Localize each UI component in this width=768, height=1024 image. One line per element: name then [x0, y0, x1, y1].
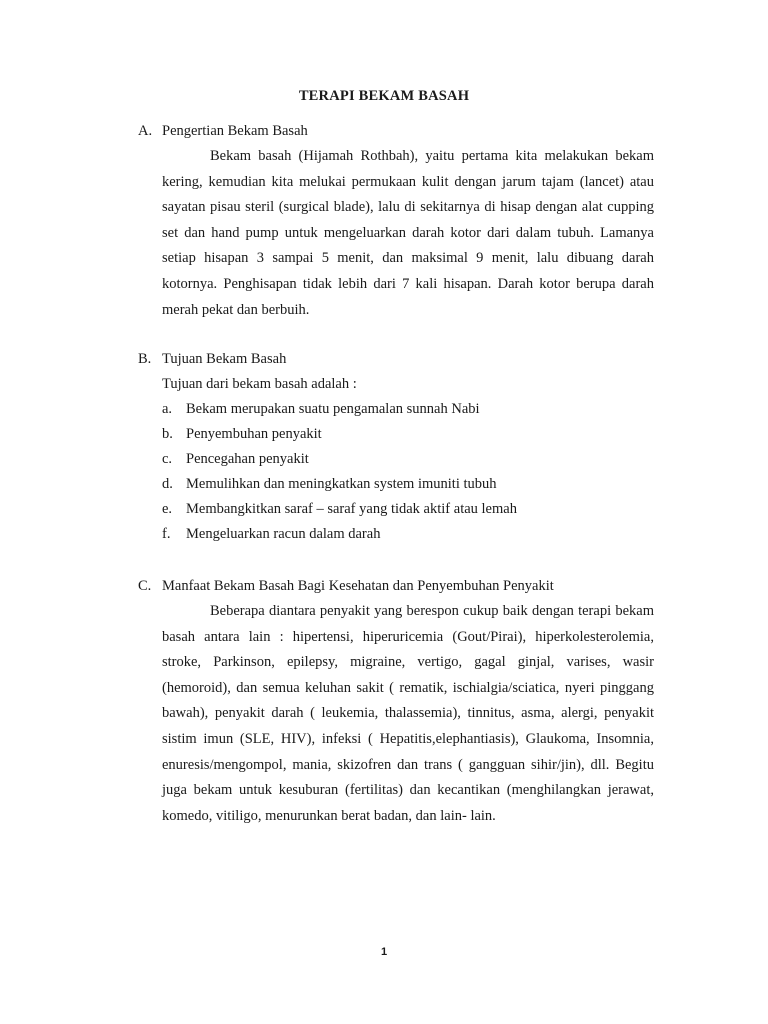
- document-title: TERAPI BEKAM BASAH: [298, 88, 470, 104]
- section-paragraph: Beberapa diantara penyakit yang berespon cukup baik dengan terapi bekam basah antara lain : hipertensi, hiperuricemia (Gout/Pirai), hiperkolesterolemia, stroke, Parkinson, epilepsy, migraine, vertigo, gagal ginjal, varises, wasir (hemoroid), dan semua keluhan sakit ( rematik, ischialgia/sciatica, nyeri pinggang bawah), penyakit darah ( leukemia, thalassemia), tinnitus, asma, alergi, penyakit sistim imun (SLE, HIV), infeksi ( Hepatitis,elephantiasis), Glaukoma, Insomnia, enuresis/mengompol, mania, skizofren dan trans ( gangguan sihir/jin), dll. Begitu juga bekam untuk kesuburan (fertilitas) dan kecantikan (menghilangkan jerawat, komedo, vitiligo, menurunkan berat badan, dan lain- lain.: [162, 603, 654, 824]
- section-manfaat: [138, 574, 654, 829]
- list-item: [162, 422, 654, 447]
- list-item-text: Membangkitkan saraf – saraf yang tidak aktif atau lemah: [186, 501, 517, 517]
- list-item: [162, 447, 654, 472]
- list-item-letter: b.: [162, 426, 173, 442]
- list-item: [162, 397, 654, 422]
- list-item-text: Mengeluarkan racun dalam darah: [186, 526, 381, 542]
- section-heading: [138, 574, 654, 599]
- list-item-text: Bekam merupakan suatu pengamalan sunnah Nabi: [186, 401, 480, 417]
- section-heading: [138, 347, 654, 372]
- page-number: 1: [380, 946, 388, 958]
- list-item-letter: e.: [162, 501, 173, 517]
- list-item-letter: c.: [162, 451, 173, 467]
- list-item: [162, 522, 654, 547]
- section-heading-text: Pengertian Bekam Basah: [162, 123, 308, 139]
- section-pengertian: [138, 119, 654, 323]
- list-item-letter: f.: [162, 526, 171, 542]
- section-paragraph: Bekam basah (Hijamah Rothbah), yaitu pertama kita melakukan bekam kering, kemudian kita melukai permukaan kulit dengan jarum tajam (lancet) atau sayatan pisau steril (surgical blade), lalu di sekitarnya di hisap dengan alat cupping set dan hand pump untuk mengeluarkan darah kotor dari dalam tubuh. Lamanya setiap hisapan 3 sampai 5 menit, dan maksimal 9 menit, lalu dibuang darah kotornya. Penghisapan tidak lebih dari 7 kali hisapan. Darah kotor berupa darah merah pekat dan berbuih.: [162, 148, 654, 318]
- section-letter: B.: [138, 351, 152, 367]
- list-item-letter: d.: [162, 476, 173, 492]
- section-tujuan: [138, 347, 654, 547]
- section-heading: [138, 119, 654, 144]
- section-letter: C.: [138, 578, 152, 594]
- list-item: [162, 497, 654, 522]
- list-intro: Tujuan dari bekam basah adalah :: [162, 376, 357, 392]
- section-letter: A.: [138, 123, 153, 139]
- section-heading-text: Manfaat Bekam Basah Bagi Kesehatan dan Penyembuhan Penyakit: [162, 578, 554, 594]
- list-item-letter: a.: [162, 401, 173, 417]
- tujuan-list: [138, 397, 654, 547]
- list-item-text: Memulihkan dan meningkatkan system imuniti tubuh: [186, 476, 497, 492]
- list-item-text: Penyembuhan penyakit: [186, 426, 322, 442]
- list-item-text: Pencegahan penyakit: [186, 451, 309, 467]
- list-item: [162, 472, 654, 497]
- section-heading-text: Tujuan Bekam Basah: [162, 351, 287, 367]
